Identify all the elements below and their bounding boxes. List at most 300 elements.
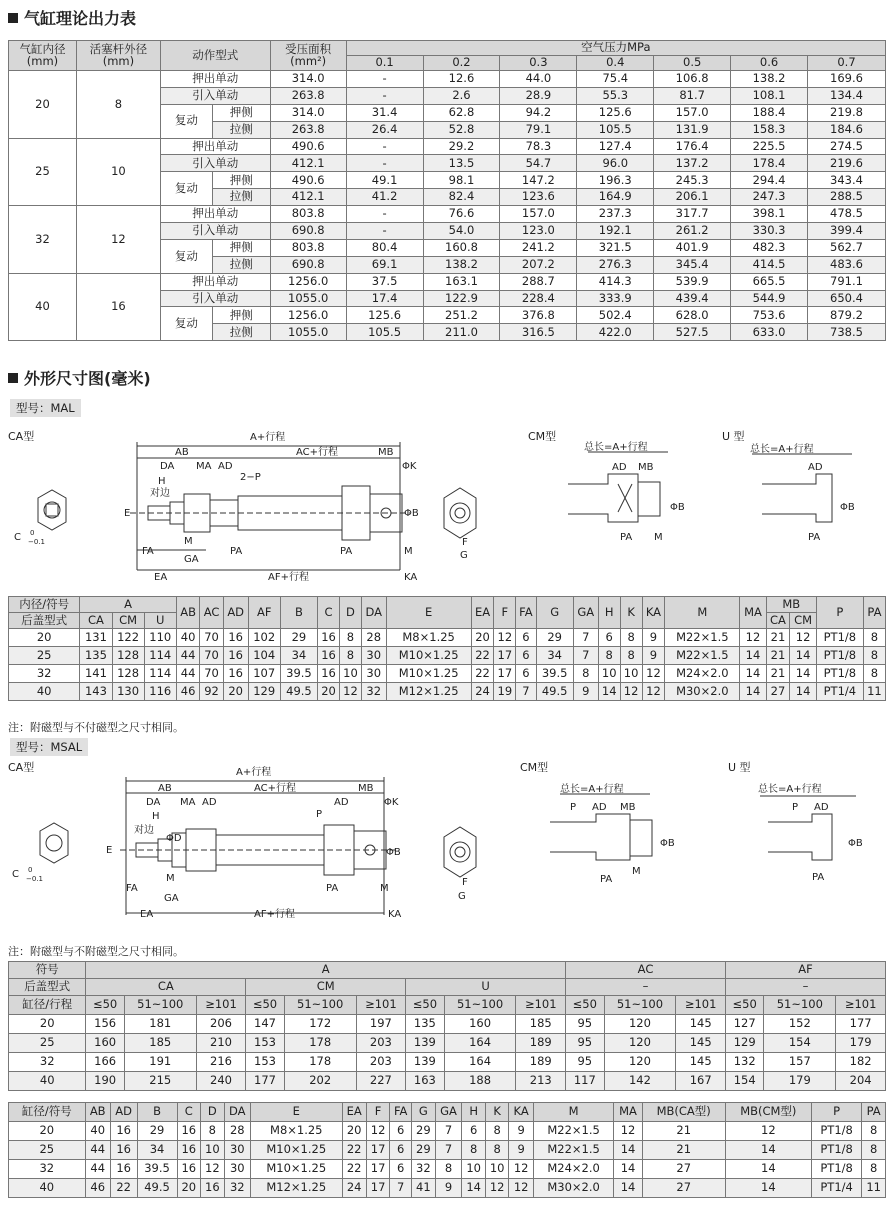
msal-t2-cell: M10×1.25: [251, 1141, 343, 1160]
msal-t2-cell: 22: [110, 1179, 137, 1198]
force-value-cell: 251.2: [423, 307, 500, 324]
mal-cell: 6: [516, 647, 536, 665]
msal-t1-range-header: 缸径/行程: [9, 996, 86, 1015]
msal-t2-cell: 14: [725, 1179, 811, 1198]
mal-header-cell: KA: [642, 597, 665, 629]
force-value-cell: 414.5: [731, 256, 808, 273]
msal-t2-cell: 16: [177, 1141, 201, 1160]
msal-t2-cell: 14: [462, 1179, 486, 1198]
msal-t2-cell: 6: [390, 1122, 412, 1141]
dim-label-ab: AB: [175, 447, 189, 458]
force-value-cell: 753.6: [731, 307, 808, 324]
force-value-cell: 81.7: [654, 87, 731, 104]
msal-t1-cell: 185: [516, 1015, 566, 1034]
mal-header-cell: E: [386, 597, 471, 629]
mal-cell: 104: [248, 647, 280, 665]
msal-t1-cell: 210: [196, 1034, 246, 1053]
pressure-header-cell: 0.4: [577, 56, 654, 71]
msal-t1-cell: 147: [246, 1015, 284, 1034]
mal-cell: 143: [80, 683, 112, 701]
mal-header-cell: MA: [740, 597, 766, 629]
mal-header-cell: G: [536, 597, 573, 629]
mal-subheader-cell: CM: [112, 613, 144, 629]
force-value-cell: 321.5: [577, 239, 654, 256]
msal-t2-cell: 14: [614, 1179, 642, 1198]
mal-cell: 44: [176, 647, 200, 665]
msal-t2-cell: M12×1.25: [251, 1179, 343, 1198]
force-value-cell: 105.5: [346, 324, 423, 341]
force-value-cell: 122.9: [423, 290, 500, 307]
force-value-cell: 245.3: [654, 172, 731, 189]
msal-t1-cell: 178: [284, 1034, 356, 1053]
force-value-cell: 316.5: [500, 324, 577, 341]
dim-label-fa: FA: [126, 883, 138, 894]
msal-t2-cell: PT1/8: [811, 1160, 861, 1179]
dim-label-ga: GA: [184, 554, 199, 565]
mal-cell: 17: [494, 647, 516, 665]
msal-t2-cell: 12: [614, 1122, 642, 1141]
area-cell: 1055.0: [270, 290, 346, 307]
msal-t2-cell: 16: [110, 1141, 137, 1160]
mal-table-row: [9, 683, 886, 701]
mal-cell: 70: [200, 647, 223, 665]
msal-note: 注：附磁型与不附磁型之尺寸相同。: [8, 945, 184, 958]
force-value-cell: 54.0: [423, 223, 500, 240]
msal-t2-header: DA: [224, 1103, 250, 1122]
mal-cell: PT1/4: [816, 683, 863, 701]
mal-cell: 39.5: [536, 665, 573, 683]
force-value-cell: 343.4: [807, 172, 885, 189]
msal-t2-row: [9, 1160, 886, 1179]
action-type-cell: 押出单动: [160, 206, 270, 223]
mal-header-cell: MB: [766, 597, 816, 613]
msal-t2-cell: M22×1.5: [533, 1122, 614, 1141]
dim-label-ka: KA: [388, 909, 402, 920]
mal-cell: M24×2.0: [665, 665, 740, 683]
mal-cell: M30×2.0: [665, 683, 740, 701]
mal-header-cell: F: [494, 597, 516, 629]
msal-t1-cell: 120: [604, 1034, 676, 1053]
force-value-cell: 29.2: [423, 138, 500, 155]
area-cell: 263.8: [270, 87, 346, 104]
mal-cell: M22×1.5: [665, 629, 740, 647]
force-value-cell: 13.5: [423, 155, 500, 172]
msal-t2-cell: PT1/8: [811, 1141, 861, 1160]
dim-label-ea: EA: [140, 909, 154, 920]
mal-cell: 16: [318, 629, 340, 647]
msal-t1-cell: 189: [516, 1053, 566, 1072]
dim-label-duibian: 对边: [150, 488, 170, 499]
mal-c-dim: C: [14, 532, 21, 543]
mal-cell: 19: [494, 683, 516, 701]
mal-cell: 9: [642, 629, 665, 647]
dim-label-g: G: [458, 891, 466, 902]
msal-t1-cell: 160: [86, 1034, 124, 1053]
msal-t1-range-header: ≤50: [725, 996, 763, 1015]
svg-text:MB: MB: [638, 462, 654, 473]
msal-t2-cell: 8: [862, 1122, 886, 1141]
mal-cell: 24: [471, 683, 494, 701]
msal-t1-range-header: ≤50: [566, 996, 604, 1015]
force-value-cell: 105.5: [577, 121, 654, 138]
msal-t2-cell: 40: [9, 1179, 86, 1198]
msal-t2-cell: 30: [224, 1141, 250, 1160]
force-value-cell: 207.2: [500, 256, 577, 273]
mal-cell: PT1/8: [816, 629, 863, 647]
force-value-cell: 241.2: [500, 239, 577, 256]
msal-t1-cell: 139: [406, 1034, 444, 1053]
msal-t2-header: FA: [390, 1103, 412, 1122]
force-value-cell: 138.2: [423, 256, 500, 273]
force-value-cell: 330.3: [731, 223, 808, 240]
msal-t2-cell: 44: [85, 1141, 110, 1160]
msal-t1-range-header: ≥101: [516, 996, 566, 1015]
mal-cell: 107: [248, 665, 280, 683]
dim-label-ga: GA: [164, 893, 179, 904]
force-value-cell: 78.3: [500, 138, 577, 155]
action-side-cell: 押侧: [212, 239, 270, 256]
bore-cell: 20: [9, 71, 77, 139]
mal-cell: 110: [144, 629, 176, 647]
mal-cell: 21: [766, 647, 790, 665]
msal-t2-cell: 20: [177, 1179, 201, 1198]
force-value-cell: 294.4: [731, 172, 808, 189]
rod-cell: 12: [76, 206, 160, 274]
force-value-cell: 562.7: [807, 239, 885, 256]
force-value-cell: 317.7: [654, 206, 731, 223]
action-side-cell: 押侧: [212, 307, 270, 324]
force-value-cell: 31.4: [346, 104, 423, 121]
msal-t2-cell: 12: [201, 1160, 225, 1179]
svg-text:ΦB: ΦB: [848, 838, 863, 849]
msal-t2-cell: 20: [9, 1122, 86, 1141]
msal-t1-cell: 240: [196, 1072, 246, 1091]
msal-t1-cell: 177: [246, 1072, 284, 1091]
area-cell: 490.6: [270, 138, 346, 155]
dim-label-m: M: [404, 546, 413, 557]
action-side-cell: 拉侧: [212, 324, 270, 341]
msal-t1-subheader: –: [725, 979, 885, 996]
msal-t1-cell: 179: [764, 1072, 836, 1091]
dimension-section-title: 外形尺寸图(毫米): [8, 366, 151, 389]
msal-t1-range-header: 51~100: [764, 996, 836, 1015]
force-value-cell: 274.5: [807, 138, 885, 155]
mal-header-cell: AC: [200, 597, 223, 629]
action-side-cell: 拉侧: [212, 121, 270, 138]
mal-cell: 114: [144, 665, 176, 683]
msal-t2-cell: 12: [509, 1179, 533, 1198]
mal-cell: 12: [340, 683, 362, 701]
area-cell: 803.8: [270, 239, 346, 256]
force-value-cell: 225.5: [731, 138, 808, 155]
mal-u-drawing: [722, 440, 882, 550]
square-bullet-icon: [8, 13, 18, 23]
force-value-cell: -: [346, 87, 423, 104]
msal-t1-cell: 182: [836, 1053, 886, 1072]
mal-cell: 14: [790, 665, 817, 683]
mal-cell: 34: [536, 647, 573, 665]
msal-t2-cell: 10: [201, 1141, 225, 1160]
msal-t1-cell: 215: [124, 1072, 196, 1091]
msal-t1-cell: 191: [124, 1053, 196, 1072]
mal-cell: 128: [112, 647, 144, 665]
mal-cell: M10×1.25: [386, 665, 471, 683]
force-header-action: 动作型式: [160, 41, 270, 71]
mal-cell: 16: [223, 665, 248, 683]
action-type-cell: 押出单动: [160, 138, 270, 155]
force-value-cell: 398.1: [731, 206, 808, 223]
force-value-cell: 228.4: [500, 290, 577, 307]
mal-subheader-cell: 后盖型式: [9, 613, 80, 629]
dim-label-p: P: [316, 809, 323, 820]
msal-t1-subheader: CA: [86, 979, 246, 996]
mal-header-cell: FA: [516, 597, 536, 629]
mal-subheader-cell: U: [144, 613, 176, 629]
mal-table-row: [9, 629, 886, 647]
force-value-cell: 28.9: [500, 87, 577, 104]
mal-cell: 8: [573, 665, 598, 683]
dim-label-h: H: [152, 811, 160, 822]
msal-t2-cell: 9: [509, 1141, 533, 1160]
dim-label-ab: AB: [158, 783, 172, 794]
double-action-cell: 复动: [160, 172, 212, 206]
mal-cell: M8×1.25: [386, 629, 471, 647]
dim-label-phib: ΦB: [404, 508, 419, 519]
dim-label-afp: AF+行程: [254, 909, 295, 920]
msal-t2-cell: 17: [366, 1160, 390, 1179]
msal-t2-header: AB: [85, 1103, 110, 1122]
mal-cell: 49.5: [280, 683, 317, 701]
force-value-cell: -: [346, 138, 423, 155]
double-action-cell: 复动: [160, 239, 212, 273]
msal-t1-range-header: ≤50: [406, 996, 444, 1015]
mal-cell: 20: [471, 629, 494, 647]
msal-t2-cell: 32: [224, 1179, 250, 1198]
force-header-pressure: 空气压力MPa: [346, 41, 885, 56]
msal-t2-cell: 27: [642, 1179, 725, 1198]
msal-t1-cell: 202: [284, 1072, 356, 1091]
force-value-cell: 502.4: [577, 307, 654, 324]
msal-t2-header: G: [412, 1103, 436, 1122]
msal-t2-cell: 22: [342, 1160, 366, 1179]
msal-t2-cell: 49.5: [137, 1179, 177, 1198]
msal-t2-header: M: [533, 1103, 614, 1122]
msal-t1-cell: 95: [566, 1053, 604, 1072]
svg-text:AD: AD: [814, 802, 829, 813]
force-value-cell: 169.6: [807, 71, 885, 88]
mal-cell: 17: [494, 665, 516, 683]
force-header-bore: 气缸内径 (mm): [9, 41, 77, 71]
msal-t1-range-header: 51~100: [604, 996, 676, 1015]
pressure-header-cell: 0.7: [807, 56, 885, 71]
msal-t1-cell: 95: [566, 1015, 604, 1034]
msal-t2-cell: 8: [862, 1160, 886, 1179]
msal-t1-cell: 157: [764, 1053, 836, 1072]
mal-header-cell: H: [598, 597, 620, 629]
area-cell: 412.1: [270, 155, 346, 172]
mal-header-cell: C: [318, 597, 340, 629]
msal-t2-cell: 12: [509, 1160, 533, 1179]
msal-t2-header: C: [177, 1103, 201, 1122]
mal-cell: 135: [80, 647, 112, 665]
force-table-row: [9, 206, 886, 223]
force-value-cell: 219.6: [807, 155, 885, 172]
mal-cell: 130: [112, 683, 144, 701]
force-value-cell: 106.8: [654, 71, 731, 88]
double-action-cell: 复动: [160, 104, 212, 138]
msal-ca-drawing: [0, 755, 520, 925]
msal-t2-cell: 8: [462, 1141, 486, 1160]
mal-cell: 116: [144, 683, 176, 701]
mal-cell: 8: [598, 647, 620, 665]
msal-t1-header: 符号: [9, 962, 86, 979]
dim-label-fa: FA: [142, 546, 154, 557]
mal-cell: 22: [471, 665, 494, 683]
force-value-cell: 188.4: [731, 104, 808, 121]
msal-t2-cell: 17: [366, 1179, 390, 1198]
mal-cell: 16: [318, 647, 340, 665]
msal-t1-cell: 135: [406, 1015, 444, 1034]
mal-cell: 102: [248, 629, 280, 647]
force-value-cell: 82.4: [423, 189, 500, 206]
force-value-cell: 17.4: [346, 290, 423, 307]
force-table-row: [9, 71, 886, 88]
msal-t2-header: MB(CA型): [642, 1103, 725, 1122]
mal-cm-label: CM型: [528, 430, 557, 443]
msal-t1-cell: 145: [676, 1053, 726, 1072]
msal-t2-cell: M24×2.0: [533, 1160, 614, 1179]
dim-label-mb: MB: [378, 447, 394, 458]
mal-cell: 8: [863, 647, 885, 665]
msal-t2-cell: 14: [725, 1160, 811, 1179]
pressure-header-cell: 0.3: [500, 56, 577, 71]
force-value-cell: 137.2: [654, 155, 731, 172]
rod-cell: 10: [76, 138, 160, 206]
msal-t2-cell: 21: [642, 1122, 725, 1141]
mal-cell: 40: [9, 683, 80, 701]
msal-t2-header: 缸径/符号: [9, 1103, 86, 1122]
dim-label-p2: 2−P: [240, 472, 261, 483]
dim-label-a: A+行程: [250, 432, 286, 443]
dim-label-ad: AD: [218, 461, 233, 472]
mal-cell: 22: [471, 647, 494, 665]
mal-note: 注：附磁型与不付磁型之尺寸相同。: [8, 721, 184, 734]
msal-t2-cell: 7: [435, 1122, 462, 1141]
area-cell: 1055.0: [270, 324, 346, 341]
force-value-cell: 54.7: [500, 155, 577, 172]
msal-t1-cell: 216: [196, 1053, 246, 1072]
msal-t1-range-header: 51~100: [124, 996, 196, 1015]
msal-cm-drawing: [520, 770, 690, 890]
msal-length-table: [8, 961, 886, 1091]
force-value-cell: 539.9: [654, 273, 731, 290]
msal-t2-cell: 7: [435, 1141, 462, 1160]
mal-cell: 129: [248, 683, 280, 701]
msal-t1-cell: 127: [725, 1015, 763, 1034]
msal-t1-row: [9, 1034, 886, 1053]
force-table-row: [9, 273, 886, 290]
mal-cell: 20: [223, 683, 248, 701]
bore-cell: 40: [9, 273, 77, 341]
mal-cm-total: 总长=A+行程: [584, 442, 648, 453]
area-cell: 690.8: [270, 256, 346, 273]
force-value-cell: 98.1: [423, 172, 500, 189]
mal-cell: 141: [80, 665, 112, 683]
msal-t1-cell: 181: [124, 1015, 196, 1034]
dim-label-da: DA: [146, 797, 161, 808]
action-type-cell: 押出单动: [160, 273, 270, 290]
force-value-cell: 178.4: [731, 155, 808, 172]
mal-header-cell: GA: [573, 597, 598, 629]
msal-t1-cell: 32: [9, 1053, 86, 1072]
msal-t1-cell: 154: [764, 1034, 836, 1053]
msal-t1-range-header: ≤50: [86, 996, 124, 1015]
mal-header-cell: AD: [223, 597, 248, 629]
mal-cell: M10×1.25: [386, 647, 471, 665]
mal-header-cell: AF: [248, 597, 280, 629]
action-side-cell: 拉侧: [212, 256, 270, 273]
msal-t1-subheader: –: [566, 979, 726, 996]
dim-label-ma: MA: [196, 461, 212, 472]
svg-text:ΦB: ΦB: [660, 838, 675, 849]
mal-cell: 29: [536, 629, 573, 647]
dim-label-m: M: [184, 536, 193, 547]
dim-label-pa: PA: [230, 546, 243, 557]
force-value-cell: 288.7: [500, 273, 577, 290]
msal-t2-cell: PT1/4: [811, 1179, 861, 1198]
msal-t2-header: KA: [509, 1103, 533, 1122]
dim-label-phid: ΦD: [166, 833, 182, 844]
msal-t2-cell: 32: [9, 1160, 86, 1179]
mal-cell: 10: [620, 665, 642, 683]
mal-end-view: [444, 488, 476, 538]
msal-t2-cell: 14: [614, 1160, 642, 1179]
msal-t2-cell: 16: [177, 1122, 201, 1141]
mal-header-cell: A: [80, 597, 177, 613]
pressure-header-cell: 0.1: [346, 56, 423, 71]
dim-label-da: DA: [160, 461, 175, 472]
force-value-cell: 94.2: [500, 104, 577, 121]
msal-t2-cell: 11: [862, 1179, 886, 1198]
svg-text:AD: AD: [612, 462, 627, 473]
svg-text:AD: AD: [592, 802, 607, 813]
mal-cell: 7: [516, 683, 536, 701]
msal-t1-cell: 153: [246, 1034, 284, 1053]
msal-t2-header: AD: [110, 1103, 137, 1122]
msal-t1-range-header: ≥101: [836, 996, 886, 1015]
mal-cell: 20: [318, 683, 340, 701]
mal-cell: 49.5: [536, 683, 573, 701]
msal-model-label: 型号：MSAL: [10, 738, 88, 756]
force-value-cell: 261.2: [654, 223, 731, 240]
mal-ca-drawing: [0, 420, 520, 590]
dim-label-ad: AD: [334, 797, 349, 808]
force-value-cell: 439.4: [654, 290, 731, 307]
force-value-cell: 482.3: [731, 239, 808, 256]
mal-header-cell: EA: [471, 597, 494, 629]
msal-t1-range-header: ≤50: [246, 996, 284, 1015]
mal-cell: 9: [573, 683, 598, 701]
msal-t1-cell: 177: [836, 1015, 886, 1034]
msal-cm-label: CM型: [520, 761, 549, 774]
msal-t2-cell: 40: [85, 1122, 110, 1141]
msal-t2-header: EA: [342, 1103, 366, 1122]
svg-text:AD: AD: [808, 462, 823, 473]
msal-t1-cell: 95: [566, 1034, 604, 1053]
svg-text:PA: PA: [620, 532, 633, 543]
mal-cell: 46: [176, 683, 200, 701]
dim-label-phik: ΦK: [384, 797, 399, 808]
